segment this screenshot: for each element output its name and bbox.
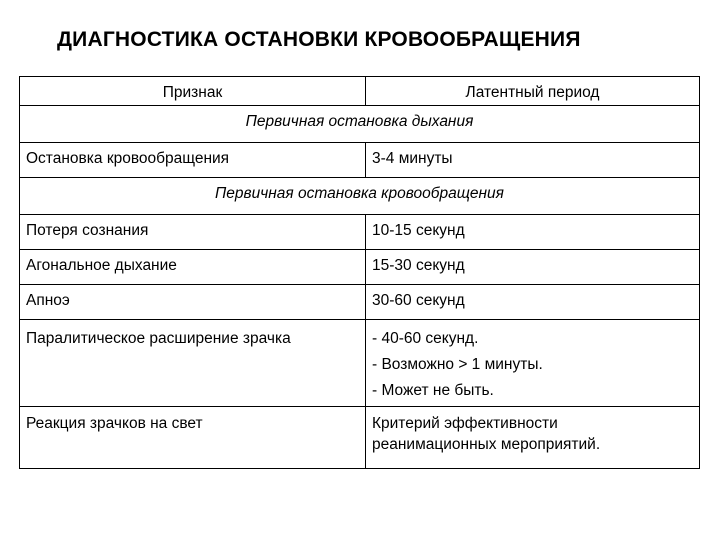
period-cell: 10-15 секунд bbox=[366, 215, 700, 250]
period-cell: 15-30 секунд bbox=[366, 250, 700, 285]
table-header-row bbox=[20, 77, 700, 106]
table-row bbox=[20, 215, 700, 250]
period-line: - Возможно > 1 минуты. bbox=[372, 356, 543, 373]
period-cell: 30-60 секунд bbox=[366, 285, 700, 320]
period-line: реанимационных мероприятий. bbox=[372, 436, 601, 453]
period-cell bbox=[366, 407, 700, 469]
period-line: - 40-60 секунд. bbox=[372, 330, 479, 347]
sign-cell: Остановка кровообращения bbox=[20, 143, 366, 178]
sign-cell: Реакция зрачков на свет bbox=[20, 407, 366, 469]
sign-cell: Агональное дыхание bbox=[20, 250, 366, 285]
table-row bbox=[20, 285, 700, 320]
section-primary-respiratory-arrest: Первичная остановка дыхания bbox=[20, 106, 700, 143]
sign-cell: Паралитическое расширение зрачка bbox=[20, 320, 366, 407]
period-line: - Может не быть. bbox=[372, 382, 494, 399]
header-sign: Признак bbox=[20, 77, 366, 106]
period-cell: 3-4 минуты bbox=[366, 143, 700, 178]
header-period: Латентный период bbox=[366, 77, 700, 106]
table-row bbox=[20, 143, 700, 178]
section-row bbox=[20, 106, 700, 143]
section-row bbox=[20, 178, 700, 215]
sign-cell: Апноэ bbox=[20, 285, 366, 320]
table-row bbox=[20, 320, 700, 407]
section-primary-circulatory-arrest: Первичная остановка кровообращения bbox=[20, 178, 700, 215]
page-title: ДИАГНОСТИКА ОСТАНОВКИ КРОВООБРАЩЕНИЯ bbox=[57, 28, 581, 51]
diagnostics-table bbox=[19, 76, 700, 469]
table-row bbox=[20, 250, 700, 285]
table-row bbox=[20, 407, 700, 469]
period-line: Критерий эффективности bbox=[372, 415, 558, 432]
sign-cell: Потеря сознания bbox=[20, 215, 366, 250]
period-cell bbox=[366, 320, 700, 407]
